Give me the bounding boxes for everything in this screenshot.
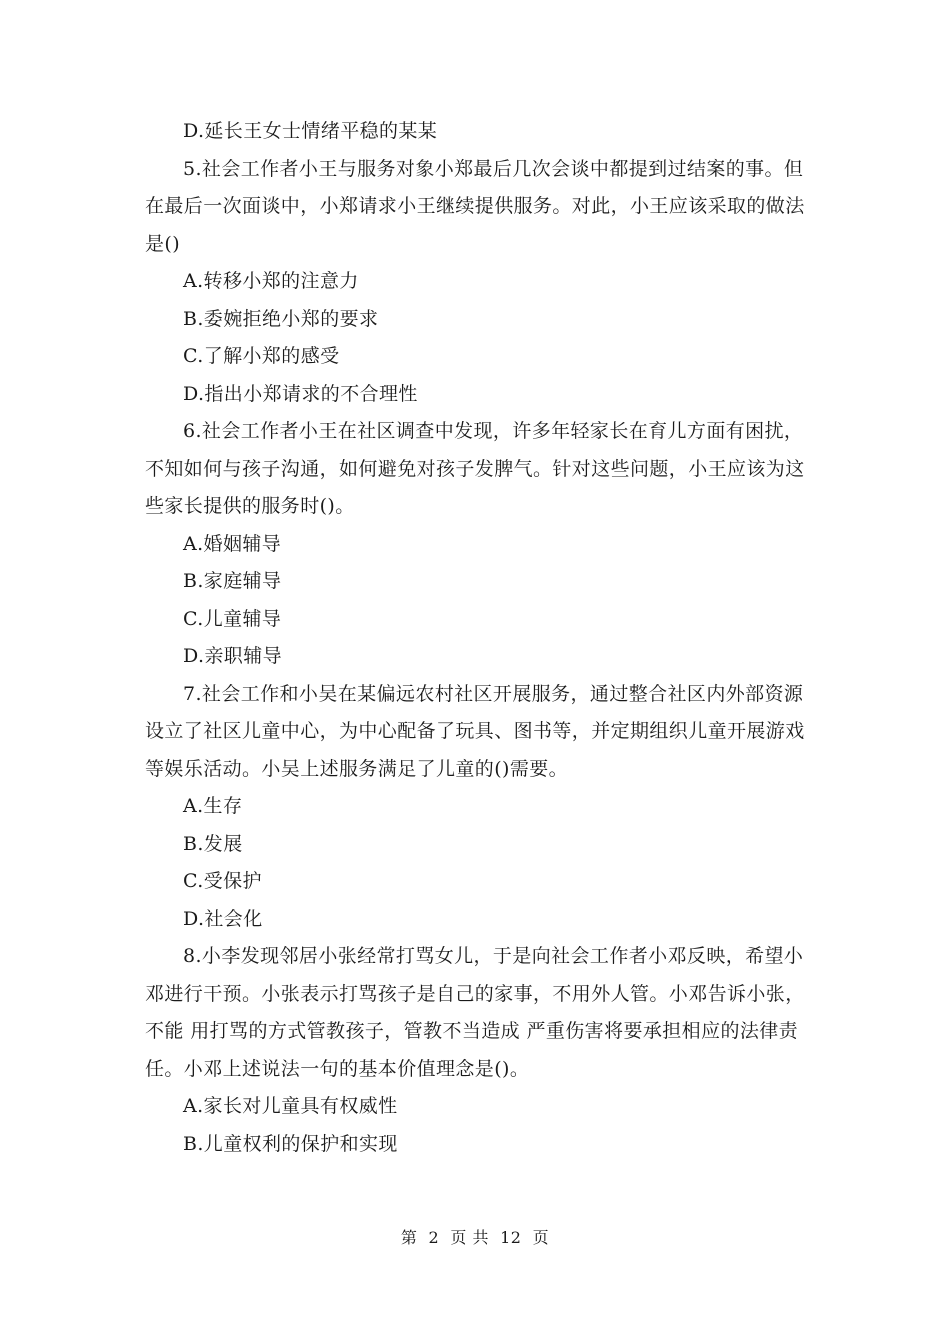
page-footer: 第 2 页 共 12 页 <box>400 1228 550 1247</box>
text-line: D.社会化 <box>183 907 263 930</box>
text-line: C.儿童辅导 <box>183 607 282 630</box>
text-line: B.儿童权利的保护和实现 <box>183 1132 398 1155</box>
text-line: 是() <box>145 232 181 255</box>
text-line: 7.社会工作和小吴在某偏远农村社区开展服务，通过整合社区内外部资源 <box>183 682 804 705</box>
text-line: D.亲职辅导 <box>183 645 282 667</box>
text-line: 等娱乐活动。小吴上述服务满足了儿童的()需要。 <box>145 757 569 780</box>
text-line: D.延长王女士情绪平稳的某某 <box>183 120 438 142</box>
text-line: 不能 用打骂的方式管教孩子，管教不当造成 严重伤害将要承担相应的法律责 <box>145 1020 799 1042</box>
text-line: A.生存 <box>183 795 243 817</box>
text-line: 设立了社区儿童中心，为中心配备了玩具、图书等，并定期组织儿童开展游戏 <box>145 720 805 742</box>
text-line: A.转移小郑的注意力 <box>183 270 359 292</box>
text-line: C.了解小郑的感受 <box>183 345 340 367</box>
text-line: A.家长对儿童具有权威性 <box>183 1095 398 1117</box>
text-line: 邓进行干预。小张表示打骂孩子是自己的家事，不用外人管。小邓告诉小张， <box>145 982 805 1005</box>
page-content <box>145 113 805 1163</box>
text-line: 些家长提供的服务时()。 <box>145 495 355 517</box>
text-line: C.受保护 <box>183 870 262 892</box>
text-line: B.家庭辅导 <box>183 570 282 592</box>
text-line: B.发展 <box>183 832 243 855</box>
text-line: 8.小李发现邻居小张经常打骂女儿，于是向社会工作者小邓反映，希望小 <box>183 945 804 967</box>
text-line: A.婚姻辅导 <box>183 532 282 555</box>
text-line: B.委婉拒绝小郑的要求 <box>183 307 379 330</box>
text-line: 在最后一次面谈中，小郑请求小王继续提供服务。对此，小王应该采取的做法 <box>145 195 805 217</box>
text-line: 6.社会工作者小王在社区调查中发现，许多年轻家长在育儿方面有困扰， <box>183 420 804 442</box>
text-line: 不知如何与孩子沟通，如何避免对孩子发脾气。针对这些问题，小王应该为这 <box>145 457 805 480</box>
text-line: D.指出小郑请求的不合理性 <box>183 382 418 405</box>
text-line: 任。小邓上述说法一句的基本价值理念是()。 <box>145 1057 530 1080</box>
text-line: 5.社会工作者小王与服务对象小郑最后几次会谈中都提到过结案的事。但 <box>183 157 804 180</box>
